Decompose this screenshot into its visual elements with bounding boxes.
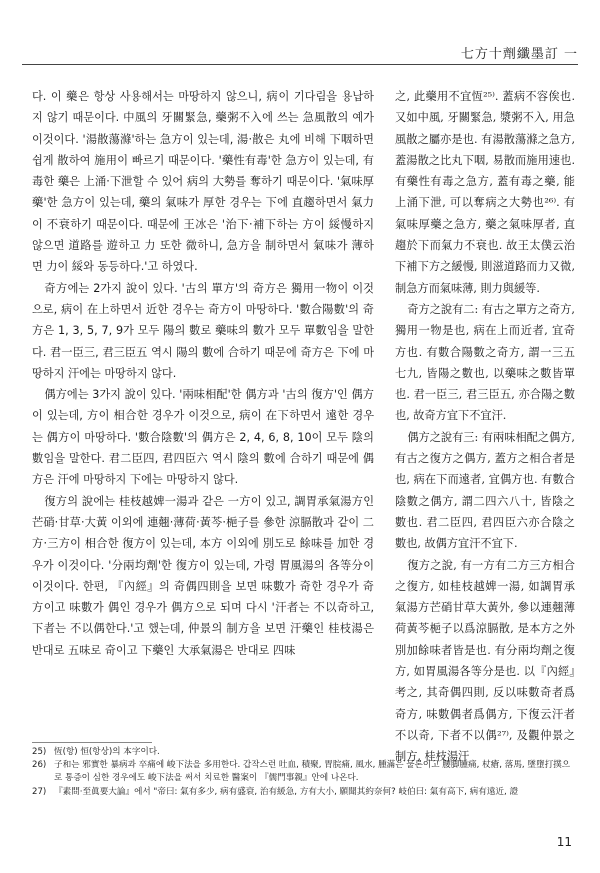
footnote-text: 恆(항) 恒(항상)의 本字이다. <box>54 747 160 757</box>
footnote-number: 27) <box>32 786 47 797</box>
chinese-paragraph: 復方之說, 有一方有二方三方相合之復方, 如桂枝越婢一湯, 如調胃承氣湯方芒硝甘草大黃外, 參以連翹薄荷黃芩梔子以爲涼膈散, 是本方之外別加餘味者皆是也. 有分兩均劑之復方, 如胃風湯各等分是也. 以『內經』考之, 其奇偶四則, 反以味數奇者爲奇方, 味數偶者爲偶方, 下復云汗者不以奇, 下者不以偶²⁷⁾, 及觀仲景之制方, 桂枝湯汗 <box>395 558 575 764</box>
korean-translation-column <box>32 86 374 731</box>
header-rule <box>22 64 578 65</box>
footnote-text: 『素問·至眞要大論』에서 "帝曰: 氣有多少, 病有盛衰, 治有緩急, 方有大小, 願聞其約奈何? 岐伯曰: 氣有高下, 病有遠近, 證 <box>54 786 519 797</box>
chinese-paragraph: 之, 此藥用不宜恆²⁵⁾. 蓋病不容俟也. 又如中風, 牙關緊急, 漿粥不入, 用急風散之屬亦是也. 有湯散蕩滌之急方, 蓋湯散之比丸下咽, 易散而施用速也. 有藥性有毒之急方, 蓋有毒之藥, 能上涌下泄, 可以奪病之大勢也²⁶⁾. 有氣味厚藥之急方, 藥之氣味厚者, 直趨於下而氣力不衰也. 故王太僕云治下補下方之緩慢, 則滋道路而力又微, 制急方而氣味薄, 則力與緩等. <box>395 90 575 295</box>
classical-chinese-column <box>395 86 575 764</box>
chinese-paragraph: 奇方之說有二: 有古之單方之奇方, 獨用一物是也, 病在上而近者, 宜奇方也. 有數合陽數之奇方, 謂一三五七九, 皆陽之數也, 以藥味之數皆單也. 君一臣三, 君三臣五, 亦合陽之數也, 故奇方宜下不宜汗. <box>395 302 575 423</box>
korean-paragraph: 奇方에는 2가지 說이 있다. '古의 單方'의 奇方은 獨用一物이 이것으로, 病이 在上하면서 近한 경우는 奇方이 마땅하다. '數合陽數'의 奇方은 1, 3, 5, 7, 9가 모두 陽의 數로 藥味의 數가 모두 單數임을 말한다. 君一臣三, 君三臣五 역시 陽의 數에 合하기 때문에 奇方은 下에 마땅하지 汗에는 마땅하지 않다. <box>32 281 374 380</box>
page-number: 11 <box>556 835 572 849</box>
footnote <box>32 759 576 785</box>
running-head: 七方十劑纖墨訂 一 <box>460 47 578 62</box>
footnote-number: 25) <box>32 747 47 757</box>
footnote-text: 子和는 邪實한 暴病과 卒痛에 峻下法을 多用한다. 갑작스런 吐血, 積聚, 胃脘痛, 風水, 腫滿은 물론이고 腰脚腫痛, 杖瘡, 落馬, 墜墮打撲으로 통증이 심한 경우에도 峻下法을 써서 치료한 醫案이 『儒門事親』안에 나온다. <box>54 760 571 784</box>
korean-paragraph: 다. 이 藥은 항상 사용해서는 마땅하지 않으니, 病이 기다림을 용납하지 않기 때문이다. 中風의 牙關緊急, 藥粥不入에 쓰는 急風散의 예가 이것이다. '湯散蕩滌'하는 急方이 있는데, 湯·散은 丸에 비해 下咽하면 쉽게 散하여 施用이 빠르기 때문이다. '藥性有毒'한 急方이 있는데, 有毒한 藥은 上涌·下泄할 수 있어 病의 大勢를 奪하기 때문이다. '氣味厚藥'한 急方이 있는데, 藥의 氣味가 厚한 경우는 下에 直趨하면서 氣力이 不衰하기 때문이다. 때문에 王冰은 '治下·補下하는 方이 綏慢하지 않으면 道路를 遊하고 力 또한 微하니, 急方을 制하면서 氣味가 薄하면 力이 綏와 동등하다.'고 하였다. <box>32 90 374 274</box>
footnote-rule <box>32 742 152 743</box>
korean-paragraph: 偶方에는 3가지 說이 있다. '兩味相配'한 偶方과 '古의 復方'인 偶方이 있는데, 方이 相合한 경우가 이것으로, 病이 在下하면서 遠한 경우는 偶方이 마땅하다. '數合陰數'의 偶方은 2, 4, 6, 8, 10이 모두 陰의 數임을 말한다. 君二臣四, 君四臣六 역시 陰의 數에 合하기 때문에 偶方은 汗에 마땅하지 下에는 마땅하지 않다. <box>32 388 374 487</box>
footnote <box>32 786 576 799</box>
footnote-number: 26) <box>32 760 47 771</box>
chinese-paragraph: 偶方之說有三: 有兩味相配之偶方, 有古之復方之偶方, 蓋方之相合者是也, 病在下而遠者, 宜偶方也. 有數合陰數之偶方, 謂二四六八十, 皆陰之數也. 君二臣四, 君四臣六亦合陰之數也, 故偶方宜汗不宜下. <box>395 430 575 551</box>
footnotes <box>32 746 576 812</box>
footnote <box>32 746 576 759</box>
korean-paragraph: 復方의 說에는 桂枝越婢一湯과 같은 一方이 있고, 調胃承氣湯方인 芒硝·甘草·大黃 이외에 連翹·薄荷·黃芩·梔子를 參한 涼膈散과 같이 二方·三方이 相合한 復方이 있는데, 本方 이외에 別도로 餘味를 加한 경우가 이것이다. '分兩均劑'한 復方이 있는데, 가령 胃風湯의 各等分이 이것이다. 한편, 『內經』의 奇偶四則을 보면 味數가 奇한 경우가 奇方이고 味數가 偶인 경우가 偶方으로 되며 다시 '汗者는 不以奇하고, 下者는 不以偶한다.'고 했는데, 仲景의 制方을 보면 汗藥인 桂枝湯은 반대로 五味로 奇이고 下藥인 大承氣湯은 반대로 四味 <box>32 494 374 657</box>
